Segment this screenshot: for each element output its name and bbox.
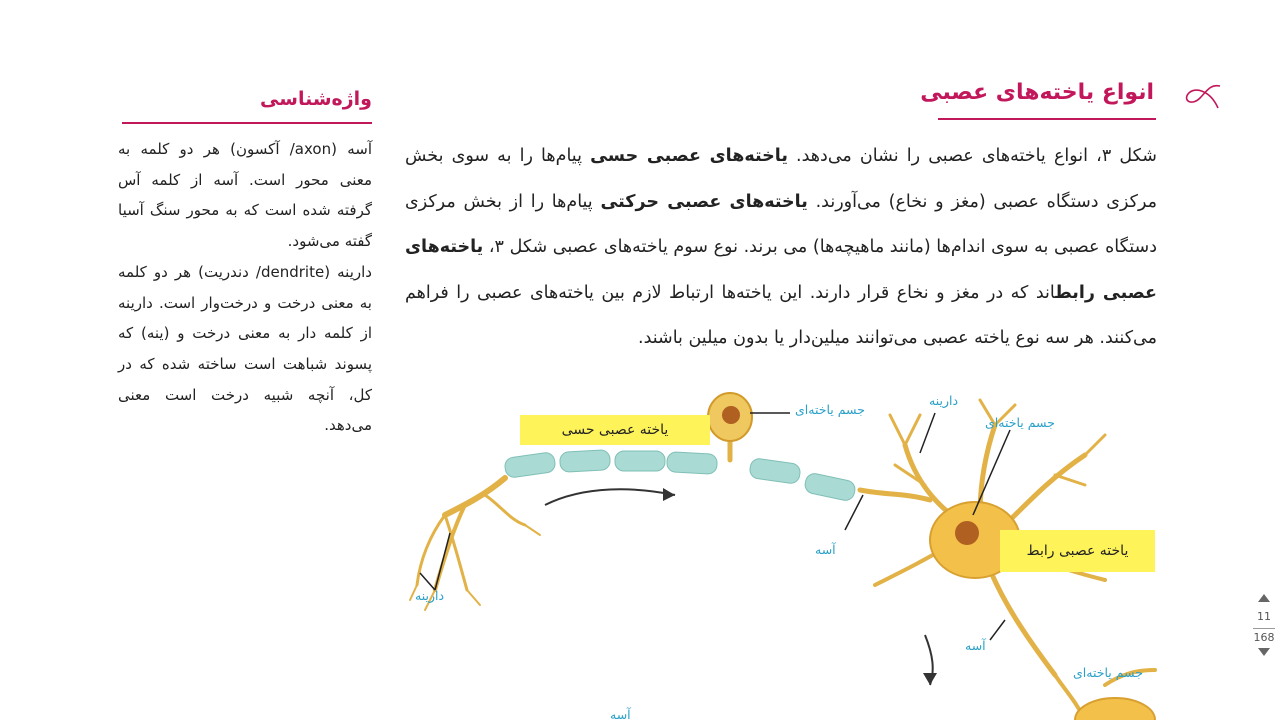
glossary-entry-axon: آسه (axon/ آکسون) هر دو کلمه به معنی محور است. آسه از کلمه آس گرفته شده است که به محور سنگ آسیا گفته می‌شود.: [118, 140, 372, 251]
glossary-entry-dendrite: دارینه (dendrite/ دندریت) هر دو کلمه به معنی درخت و درخت‌وار است. دارینه از کلمه دار به معنی درخت و (ینه) که پسوند شباهت است ساخته شده که در کل، آنچه شبیه درخت است معنی می‌دهد.: [118, 262, 372, 435]
page-number-divider: [1253, 628, 1275, 629]
label-cell-body-sensory: جسم یاخته‌ای: [795, 402, 865, 417]
glossary-title-underline: [122, 122, 372, 124]
body-text-run: شکل ۳، انواع یاخته‌های عصبی را نشان می‌دهد.: [787, 146, 1157, 166]
current-page-number: 11: [1257, 610, 1271, 623]
sensory-neuron-label-box: یاخته عصبی حسی: [520, 415, 710, 445]
page-navigation: [1250, 588, 1278, 668]
label-axon-interneuron: آسه: [965, 638, 986, 653]
total-pages-number: 168: [1253, 631, 1275, 644]
body-key-term: یاخته‌های عصبی حسی: [590, 146, 788, 166]
label-dendrite-left: دارینه: [415, 588, 445, 603]
body-key-term: یاخته‌های عصبی حرکتی: [600, 191, 808, 212]
label-cell-body-bottom: جسم یاخته‌ای: [1073, 665, 1143, 680]
main-body-text: [405, 134, 1157, 362]
previous-page-icon[interactable]: [1258, 594, 1270, 602]
label-cell-body-interneuron: جسم یاخته‌ای: [985, 415, 1055, 430]
interneuron-label-box: یاخته عصبی رابط: [1000, 530, 1155, 572]
body-text-run: پیام‌ها را به سوی بخش مرکزی دستگاه عصبی (مغز و نخاع) می‌آورند.: [405, 146, 1158, 212]
section-title-underline: [938, 118, 1156, 120]
neuron-types-figure: [405, 385, 1165, 720]
label-axon-sensory: آسه: [815, 542, 836, 557]
body-key-term: یاخته‌های عصبی رابط: [405, 237, 1157, 303]
body-text-run: پیام‌ها را از بخش مرکزی دستگاه عصبی به سوی اندام‌ها (مانند ماهیچه‌ها) می برند. نوع سوم یاخته‌های عصبی شکل ۳،: [405, 191, 1157, 258]
next-page-icon[interactable]: [1258, 648, 1270, 656]
section-ornament-icon: [1180, 78, 1224, 118]
label-dendrite-top: دارینه: [929, 393, 959, 408]
body-text-run: اند که در مغز و نخاع قرار دارند. این یاخته‌ها ارتباط لازم بین یاخته‌های عصبی را فراهم می‌کنند. هر سه نوع یاخته عصبی می‌توانند میلین‌دار یا بدون میلین باشند.: [405, 282, 1157, 349]
label-axon-bottom: آسه: [610, 707, 631, 722]
glossary-title: واژه‌شناسی: [260, 88, 372, 110]
glossary-body: [118, 134, 372, 441]
section-title: انواع یاخته‌های عصبی: [920, 80, 1154, 105]
